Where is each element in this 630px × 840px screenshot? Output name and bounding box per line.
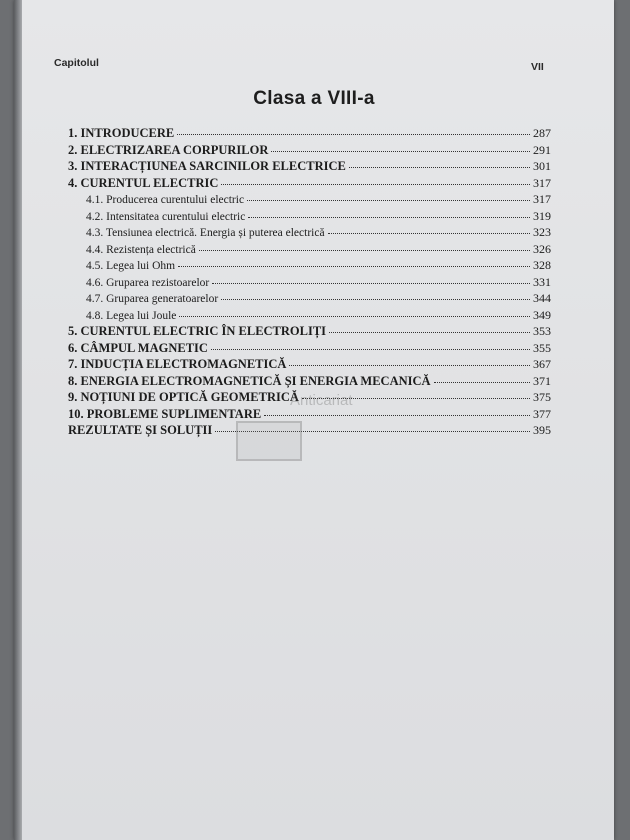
toc-chapter-row — [68, 324, 551, 339]
toc-page-number: 328 — [533, 258, 551, 272]
toc-page-number: 371 — [533, 373, 551, 388]
toc-entry-label: 9. NOȚIUNI DE OPTICĂ GEOMETRICĂ — [68, 390, 299, 404]
toc-section-row — [86, 225, 551, 240]
toc-dot-leader — [221, 299, 530, 300]
toc-page-number: 319 — [533, 208, 551, 223]
toc-dot-leader — [179, 316, 530, 317]
toc-dot-leader — [221, 184, 530, 185]
toc-dot-leader — [247, 200, 530, 201]
toc-dot-leader — [271, 151, 530, 152]
toc-page-number: 344 — [533, 291, 551, 305]
toc-entry-label: 5. CURENTUL ELECTRIC ÎN ELECTROLIȚI — [68, 324, 327, 338]
toc-entry-label: 4.4. Rezistența electrică — [86, 243, 196, 256]
toc-section-row — [86, 291, 551, 306]
toc-dot-leader — [248, 217, 530, 218]
watermark-text: Anticariat — [290, 392, 353, 409]
toc-dot-leader — [349, 167, 530, 168]
toc-page-number: 326 — [533, 241, 551, 256]
toc-page-number: 367 — [533, 357, 551, 371]
toc-page-number: 375 — [533, 390, 551, 404]
toc-page-number: 301 — [533, 159, 551, 173]
toc-dot-leader — [178, 266, 530, 267]
toc-page-number: 323 — [533, 225, 551, 239]
toc-chapter-row — [68, 423, 551, 438]
toc-page-number: 317 — [533, 192, 551, 206]
toc-chapter-row — [68, 176, 551, 191]
toc-dot-leader — [289, 365, 530, 366]
toc-section-row — [86, 275, 551, 290]
toc-page-number: 331 — [533, 274, 551, 289]
toc-page-number: 353 — [533, 324, 551, 338]
toc-entry-label: 2. ELECTRIZAREA CORPURILOR — [68, 142, 269, 157]
toc-entry-label: 8. ENERGIA ELECTROMAGNETICĂ ȘI ENERGIA MECANICĂ — [68, 373, 431, 388]
toc-page-number: 317 — [533, 175, 551, 190]
toc-dot-leader — [177, 134, 530, 135]
toc-entry-label: 6. CÂMPUL MAGNETIC — [68, 340, 208, 355]
toc-entry-label: 4.2. Intensitatea curentului electric — [86, 210, 246, 223]
toc-entry-label: 7. INDUCȚIA ELECTROMAGNETICĂ — [68, 357, 287, 371]
toc-section-row — [86, 308, 551, 323]
toc-entry-label: 4. CURENTUL ELECTRIC — [68, 175, 219, 190]
toc-dot-leader — [211, 349, 530, 350]
toc-entry-label: 4.8. Legea lui Joule — [86, 309, 177, 322]
toc-chapter-row — [68, 357, 551, 372]
running-header-right: VII — [531, 61, 544, 73]
toc-section-row — [86, 192, 551, 207]
toc-section-row — [86, 209, 551, 224]
toc-entry-label: 3. INTERACȚIUNEA SARCINILOR ELECTRICE — [68, 159, 346, 173]
toc-chapter-row — [68, 374, 551, 389]
toc-entry-label: 4.7. Gruparea generatoarelor — [86, 293, 219, 305]
toc-page-number: 395 — [533, 423, 551, 437]
toc-entry-label: 10. PROBLEME SUPLIMENTARE — [68, 406, 262, 421]
toc-page-number: 355 — [533, 340, 551, 355]
toc-section-row — [86, 242, 551, 257]
toc-chapter-row — [68, 341, 551, 356]
watermark-box — [236, 421, 302, 461]
toc-dot-leader — [329, 332, 530, 333]
toc-page-number: 291 — [533, 142, 551, 157]
toc-dot-leader — [328, 233, 530, 234]
toc-chapter-row — [68, 159, 551, 174]
toc-section-row — [86, 258, 551, 273]
toc-chapter-row — [68, 126, 551, 141]
toc-page-number: 349 — [533, 307, 551, 322]
toc-dot-leader — [434, 382, 530, 383]
toc-page-number: 287 — [533, 126, 551, 140]
toc-entry-label: 4.1. Producerea curentului electric — [86, 194, 245, 206]
toc-dot-leader — [212, 283, 530, 284]
toc-entry-label: 4.3. Tensiunea electrică. Energia și puterea electrică — [86, 227, 325, 239]
toc-chapter-row — [68, 143, 551, 158]
toc-entry-label: 4.5. Legea lui Ohm — [86, 260, 176, 272]
toc-entry-label: REZULTATE ȘI SOLUȚII — [68, 423, 213, 437]
toc-entry-label: 4.6. Gruparea rezistoarelor — [86, 276, 210, 289]
running-header-left: Capitolul — [54, 57, 99, 69]
toc-dot-leader — [199, 250, 530, 251]
toc-page-number: 377 — [533, 406, 551, 421]
toc-entry-label: 1. INTRODUCERE — [68, 126, 175, 140]
page-title: Clasa a VIII-a — [253, 88, 375, 109]
